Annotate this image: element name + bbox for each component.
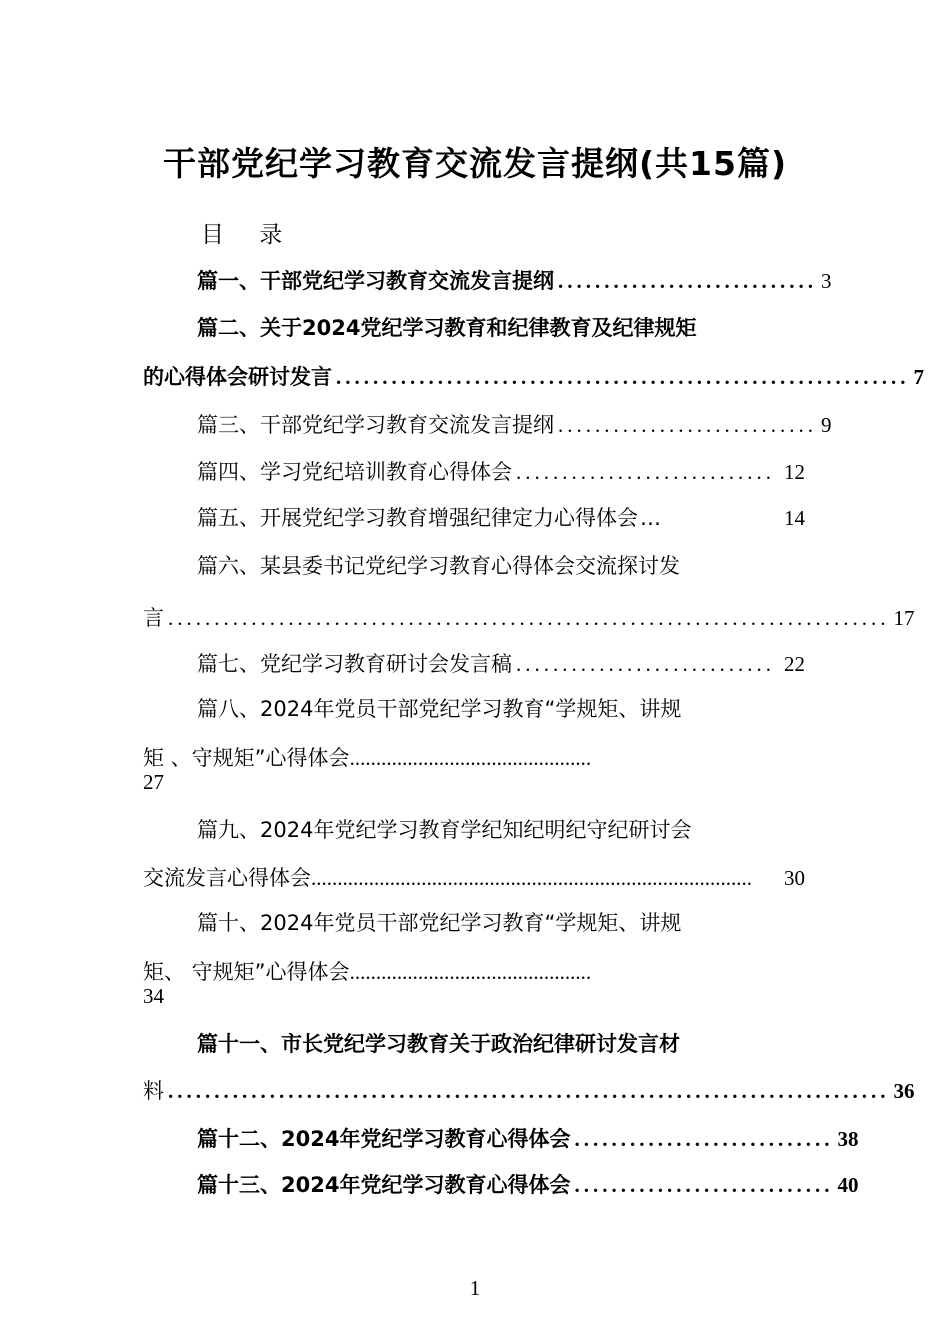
toc-entry-11[interactable] — [143, 1074, 915, 1108]
dot-leader: .................................................................................... — [311, 866, 752, 890]
toc-entry-text: 篇五、开展党纪学习教育增强纪律定力心得体会 — [197, 506, 638, 530]
toc-entry-2[interactable] — [143, 360, 924, 394]
toc-entry-text: 篇七、党纪学习教育研讨会发言稿 — [197, 652, 512, 676]
dot-leader: ............................ — [574, 1127, 834, 1151]
toc-entry-10[interactable] — [143, 956, 591, 986]
toc-entry-page: 40 — [837, 1173, 859, 1197]
toc-entry-page: 14 — [784, 506, 805, 530]
toc-entry-page: 3 — [821, 269, 832, 293]
toc-entry-4[interactable] — [197, 455, 805, 489]
toc-entry-page: 12 — [784, 460, 805, 484]
toc-entry-page: 30 — [784, 866, 805, 890]
toc-entry-5[interactable] — [197, 501, 805, 535]
toc-entry-8[interactable] — [143, 742, 591, 772]
toc-entry-page: 7 — [913, 365, 924, 389]
toc-entry-page: 36 — [893, 1079, 915, 1103]
toc-entry-9-line1[interactable]: 篇九、2024年党纪学习教育学纪知纪明纪守纪研讨会 — [197, 818, 692, 842]
dot-leader: ............................ — [574, 1173, 834, 1197]
page-number: 1 — [469, 1276, 481, 1300]
dot-leader: ............................ — [558, 413, 817, 437]
toc-entry-10-line1[interactable]: 篇十、2024年党员干部党纪学习教育“学规矩、讲规 — [197, 911, 682, 935]
toc-entry-12[interactable] — [197, 1122, 859, 1156]
dot-leader: ............................ — [516, 460, 775, 484]
toc-entry-page: 38 — [837, 1127, 859, 1151]
toc-entry-8-line1[interactable]: 篇八、2024年党员干部党纪学习教育“学规矩、讲规 — [197, 697, 682, 721]
toc-entry-page: 17 — [893, 606, 915, 630]
dot-leader: .............................................................................. — [168, 1079, 890, 1103]
dot-leader: .............................................. — [349, 960, 592, 984]
toc-entry-page: 34 — [143, 984, 164, 1008]
dot-leader: .............................................. — [349, 746, 592, 770]
toc-entry-6-line1[interactable]: 篇六、某县委书记党纪学习教育心得体会交流探讨发 — [197, 554, 680, 578]
dot-leader: ............................ — [558, 269, 817, 293]
toc-entry-9[interactable] — [143, 861, 805, 895]
toc-entry-text: 篇三、干部党纪学习教育交流发言提纲 — [197, 413, 554, 437]
toc-entry-text: 矩 、守规矩”心得体会 — [143, 746, 350, 770]
dot-leader: ............................ — [516, 652, 775, 676]
toc-entry-page: 22 — [784, 652, 805, 676]
toc-entry-text: 的心得体会研讨发言 — [143, 365, 332, 389]
toc-entry-page: 27 — [143, 770, 164, 794]
toc-entry-6[interactable] — [143, 601, 915, 635]
toc-entry-text: 料 — [143, 1079, 164, 1103]
toc-entry-text: 篇十三、2024年党纪学习教育心得体会 — [197, 1173, 571, 1197]
toc-entry-1[interactable] — [197, 264, 832, 298]
toc-entry-page: 9 — [821, 413, 832, 437]
toc-entry-text: 言 — [143, 606, 164, 630]
toc-entry-text: 矩、 守规矩”心得体会 — [143, 960, 350, 984]
document-title: 干部党纪学习教育交流发言提纲(共15篇) — [162, 144, 788, 183]
toc-entry-text: 交流发言心得体会 — [143, 866, 311, 890]
toc-entry-ellipsis: … — [640, 506, 661, 530]
toc-entry-11-line1[interactable]: 篇十一、市长党纪学习教育关于政治纪律研讨发言材 — [197, 1032, 680, 1056]
dot-leader: .............................................................. — [336, 365, 910, 389]
toc-entry-13[interactable] — [197, 1168, 859, 1202]
toc-entry-text: 篇十二、2024年党纪学习教育心得体会 — [197, 1127, 571, 1151]
toc-entry-text: 篇一、干部党纪学习教育交流发言提纲 — [197, 269, 554, 293]
toc-entry-3[interactable] — [197, 408, 832, 442]
toc-entry-text: 篇四、学习党纪培训教育心得体会 — [197, 460, 512, 484]
toc-heading: 目 录 — [201, 222, 297, 248]
toc-entry-2-line1[interactable]: 篇二、关于2024党纪学习教育和纪律教育及纪律规矩 — [197, 316, 697, 340]
toc-entry-7[interactable] — [197, 647, 805, 681]
dot-leader: .............................................................................. — [168, 606, 890, 630]
